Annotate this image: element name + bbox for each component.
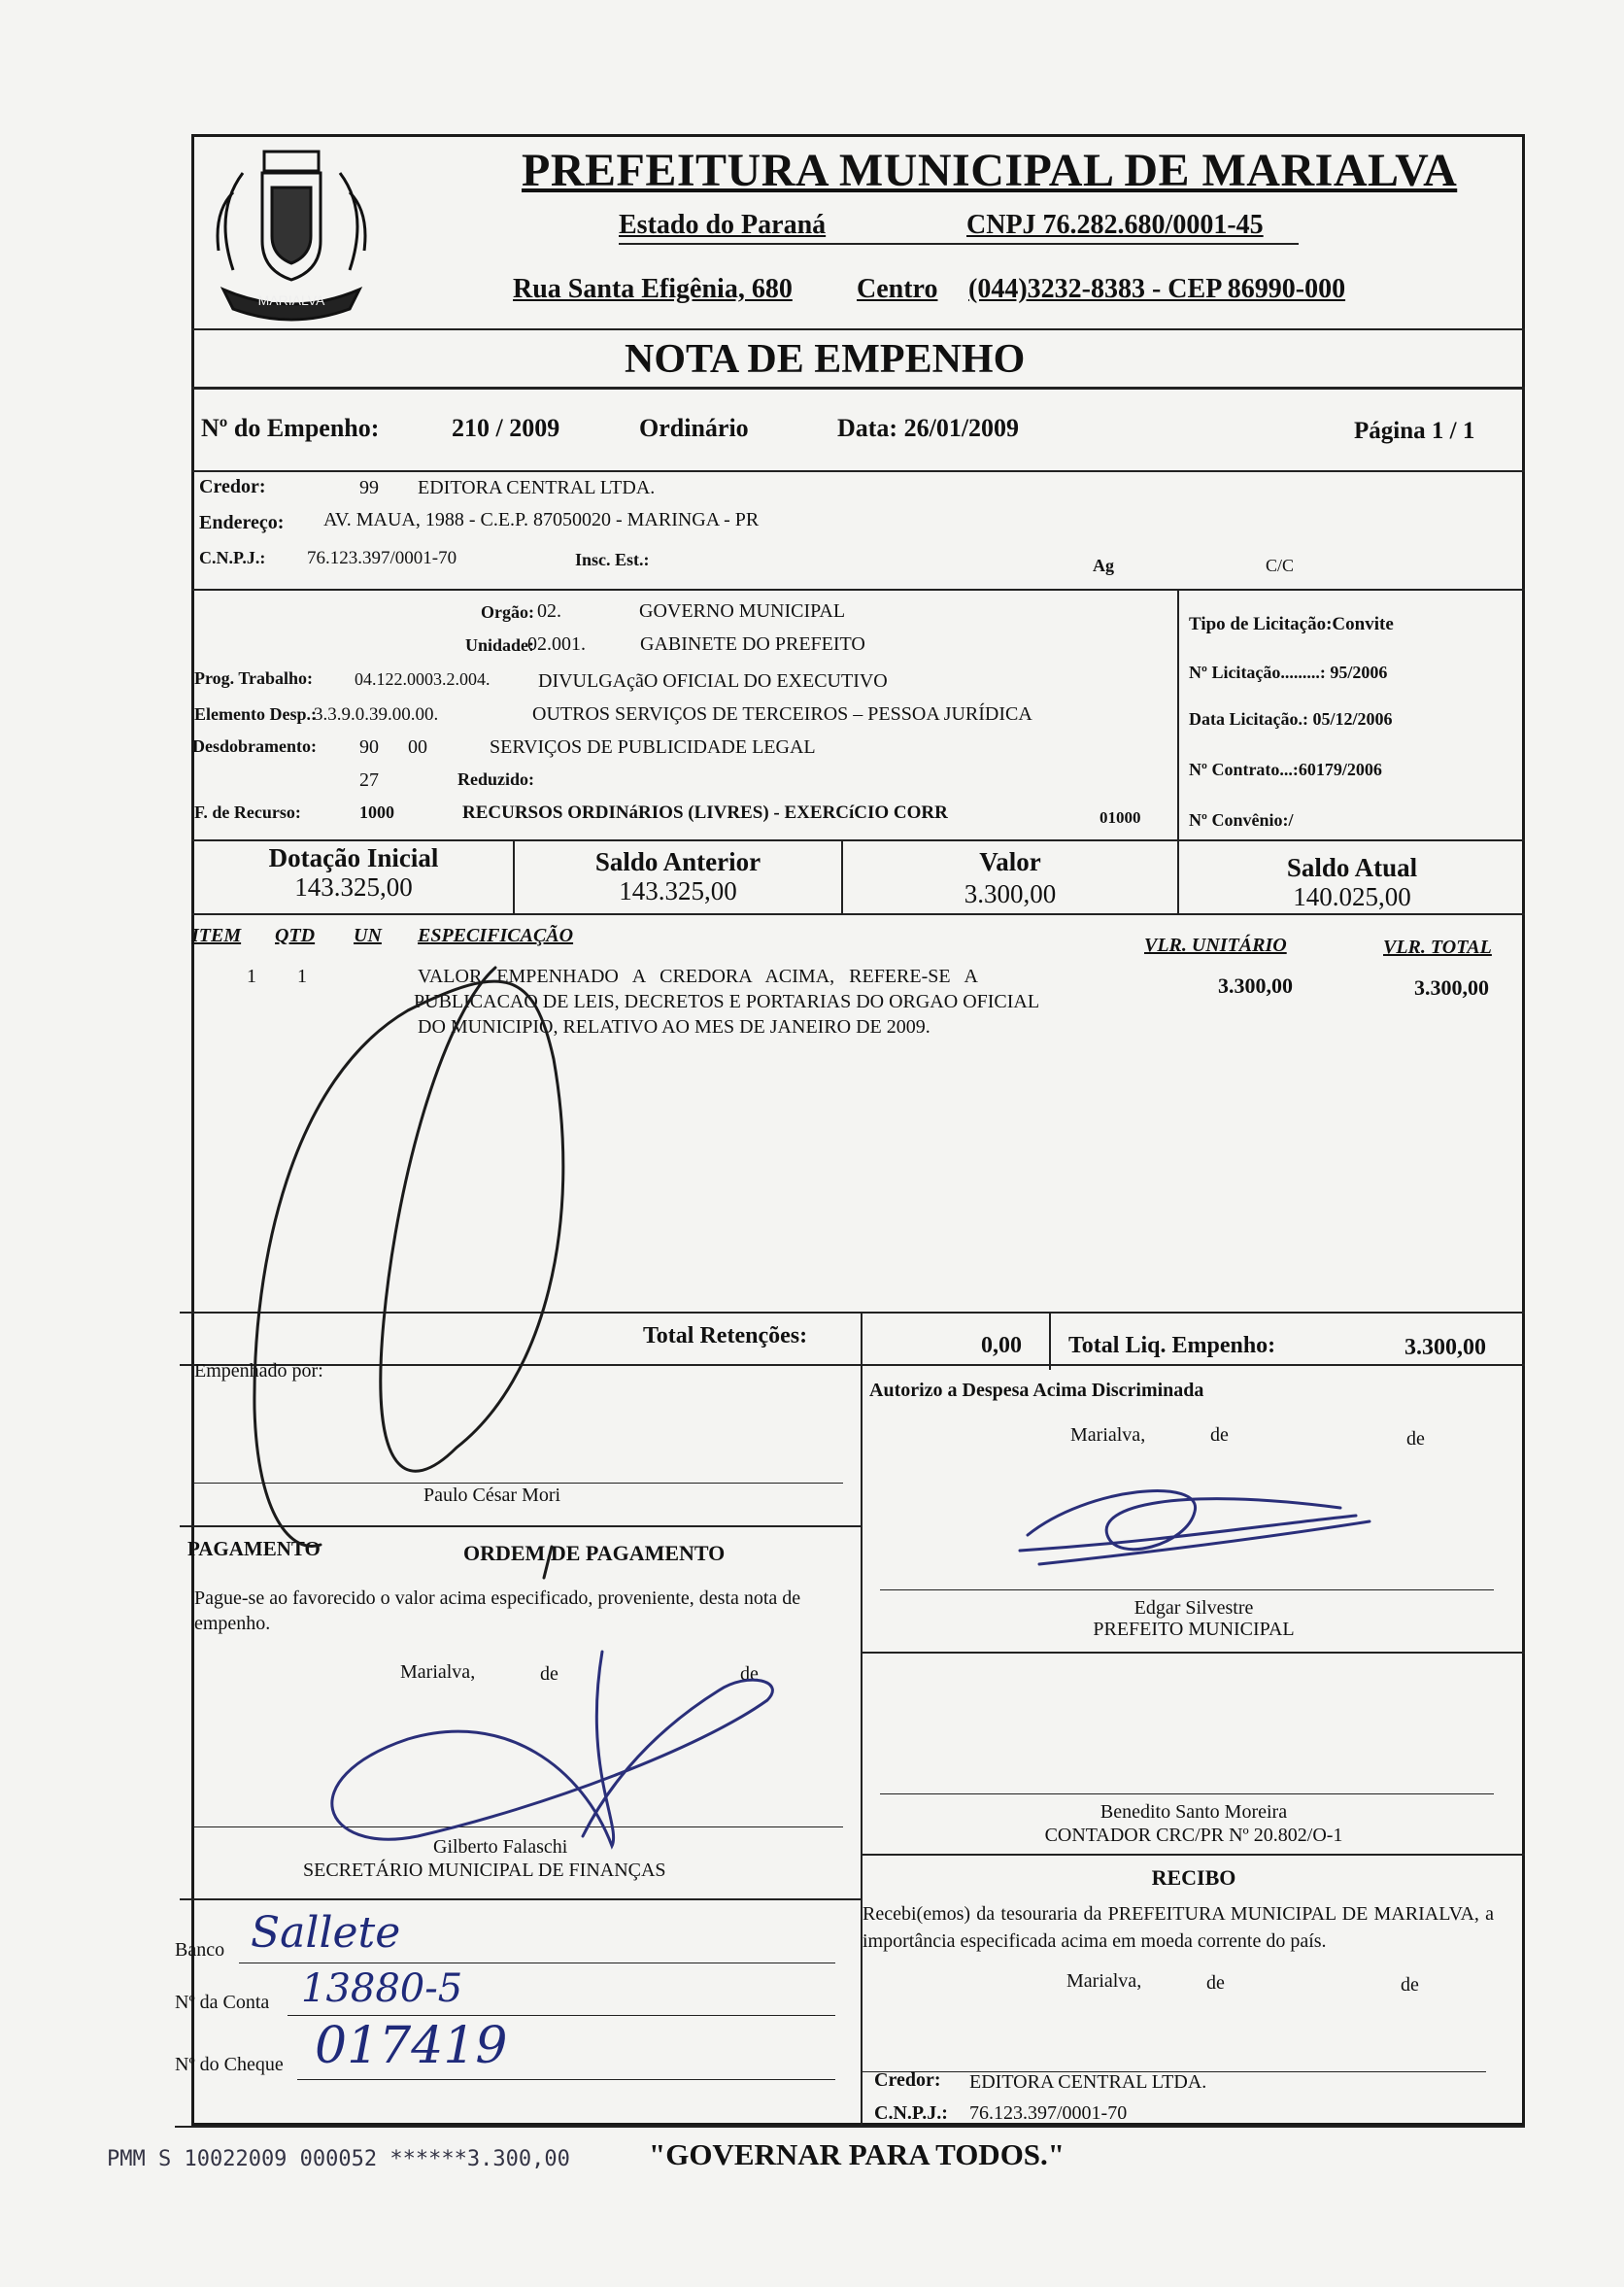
desdobramento-desc: SERVIÇOS DE PUBLICIDADE LEGAL: [490, 736, 816, 758]
page-indicator: Página 1 / 1: [1354, 418, 1475, 444]
liq-empenho-value: 3.300,00: [1404, 1335, 1486, 1360]
conta-handwritten: 13880-5: [301, 1966, 463, 2011]
recibo-cnpj: 76.123.397/0001-70: [969, 2102, 1128, 2124]
recurso-label: F. de Recurso:: [194, 802, 301, 822]
insc-est-label: Insc. Est.:: [575, 550, 650, 569]
pagamento-city: Marialva,: [400, 1661, 476, 1683]
recibo-title: RECIBO: [1151, 1865, 1236, 1890]
elemento-desc: OUTROS SERVIÇOS DE TERCEIROS – PESSOA JURÍDICA: [532, 703, 1032, 725]
credor-name: EDITORA CENTRAL LTDA.: [418, 477, 656, 498]
contador-signature-line: [880, 1793, 1494, 1794]
saldo-atual-value: 140.025,00: [1293, 882, 1411, 911]
table-row: [194, 962, 1525, 1059]
pagamento-signature-line: [194, 1826, 843, 1827]
tipo-licitacao: Tipo de Licitação:Convite: [1189, 614, 1394, 634]
doc-title: NOTA DE EMPENHO: [625, 337, 1026, 382]
unidade-label: Unidade:: [464, 635, 534, 655]
prog-trabalho-code: 04.122.0003.2.004.: [355, 669, 491, 689]
payment-stamp: PMM S 10022009 000052 ******3.300,00: [107, 2147, 570, 2171]
item-unit-value: 3.300,00: [1218, 973, 1293, 998]
finance-secretary-role: SECRETÁRIO MUNICIPAL DE FINANÇAS: [303, 1860, 666, 1881]
recibo-credor-name: EDITORA CENTRAL LTDA.: [969, 2071, 1207, 2093]
item-number: 1: [247, 966, 256, 987]
unidade-desc: GABINETE DO PREFEITO: [640, 633, 865, 655]
header-rule: [619, 243, 1299, 245]
retencoes-label: Total Retenções:: [643, 1323, 808, 1348]
autorizo-de-2: de: [1406, 1428, 1425, 1450]
contador-divider: [861, 1854, 1525, 1856]
credor-cnpj: 76.123.397/0001-70: [307, 548, 457, 568]
autorizo-de-1: de: [1210, 1424, 1229, 1446]
autorizo-label: Autorizo a Despesa Acima Discriminada: [869, 1380, 1204, 1401]
recibo-de-1: de: [1206, 1972, 1225, 1994]
credor-divider: [191, 589, 1525, 591]
pagamento-divider: [180, 1898, 862, 1900]
contador-role: CONTADOR CRC/PR Nº 20.802/O-1: [1044, 1825, 1343, 1846]
title-divider: [191, 387, 1525, 390]
autorizo-divider: [861, 1652, 1525, 1654]
recurso-number: 01000: [1100, 808, 1141, 827]
licitacao-divider: [1177, 589, 1179, 841]
desdobramento-label: Desdobramento:: [192, 736, 317, 756]
crest-text: MARIALVA: [257, 292, 325, 308]
prefeito-signature-line: [880, 1589, 1494, 1590]
motto: "GOVERNAR PARA TODOS.": [649, 2137, 1066, 2171]
district: Centro: [857, 274, 938, 304]
empenho-date: Data: 26/01/2009: [837, 414, 1020, 442]
contador-name: Benedito Santo Moreira: [1100, 1801, 1288, 1823]
saldo-anterior-label: Saldo Anterior: [594, 847, 761, 876]
recibo-credor-label: Credor:: [874, 2069, 941, 2091]
finance-secretary-name: Gilberto Falaschi: [433, 1836, 568, 1858]
retencoes-value: 0,00: [981, 1333, 1022, 1358]
municipality-title: PREFEITURA MUNICIPAL DE MARIALVA: [522, 145, 1458, 196]
recibo-city: Marialva,: [1066, 1970, 1142, 1992]
total-value-header: VLR. TOTAL: [1383, 937, 1492, 958]
orgao-desc: GOVERNO MUNICIPAL: [639, 600, 846, 622]
item-total-value: 3.300,00: [1414, 975, 1489, 1000]
prog-trabalho-desc: DIVULGAçãO OFICIAL DO EXECUTIVO: [538, 670, 888, 692]
elemento-label: Elemento Desp.:: [194, 704, 317, 724]
numero-licitacao: Nº Licitação.........: 95/2006: [1189, 663, 1388, 682]
empenhado-signature-line: [194, 1483, 843, 1484]
unidade-code: 02.001.: [527, 633, 586, 655]
state-name: Estado do Paraná: [619, 210, 827, 240]
credor-label: Credor:: [199, 476, 266, 497]
conta-label: Nº da Conta: [175, 1992, 270, 2013]
conta-line: [288, 2015, 835, 2016]
orgao-code: 02.: [537, 600, 561, 622]
dotacao-value: 143.325,00: [294, 872, 413, 902]
prefeito-name: Edgar Silvestre: [1133, 1597, 1254, 1619]
credor-address: AV. MAUA, 1988 - C.E.P. 87050020 - MARINGA - PR: [323, 509, 760, 530]
empenho-number: 210 / 2009: [452, 414, 560, 442]
totals-sep-2: [1049, 1312, 1051, 1370]
pagamento-de-2: de: [740, 1663, 759, 1685]
elemento-code: 3.3.9.0.39.00.00.: [314, 704, 439, 725]
header-divider: [191, 328, 1525, 330]
dotacao-label: Dotação Inicial: [268, 843, 439, 872]
autorizo-city: Marialva,: [1070, 1424, 1146, 1446]
credor-cnpj-label: C.N.P.J.:: [199, 548, 266, 567]
address-label: Endereço:: [199, 512, 285, 533]
totals-bottom-rule: [180, 1364, 1525, 1366]
item-desc-line2: PUBLICACAO DE LEIS, DECRETOS E PORTARIAS DO ORGAO OFICIAL: [414, 991, 1040, 1012]
pagamento-de-1: de: [540, 1663, 558, 1685]
orgao-label: Orgão:: [481, 602, 534, 622]
street-address: Rua Santa Efigênia, 680: [513, 274, 793, 304]
empenho-divider: [191, 470, 1525, 472]
saldo-atual-label: Saldo Atual: [1286, 853, 1418, 882]
recurso-code: 1000: [359, 802, 394, 822]
empenhado-divider: [180, 1525, 862, 1527]
empenho-number-label: Nº do Empenho:: [201, 414, 380, 442]
ordem-pagamento-label: ORDEM DE PAGAMENTO: [463, 1541, 726, 1565]
agency-label: Ag: [1093, 556, 1114, 575]
municipality-cnpj: CNPJ 76.282.680/0001-45: [966, 210, 1264, 240]
budget-divider: [191, 839, 1525, 841]
totals-sep-1: [861, 1312, 863, 1370]
un-header: UN: [354, 925, 382, 946]
recurso-desc: RECURSOS ORDINáRIOS (LIVRES) - EXERCíCIO CORR: [462, 802, 948, 823]
unit-value-header: VLR. UNITÁRIO: [1144, 935, 1287, 956]
reduzido-label: Reduzido:: [457, 769, 534, 789]
banco-label: Banco: [175, 1939, 225, 1961]
item-header: ITEM: [191, 925, 242, 946]
cheque-label: Nº do Cheque: [175, 2054, 284, 2075]
account-label: C/C: [1266, 556, 1295, 575]
saldo-anterior-value: 143.325,00: [619, 876, 737, 905]
empenho-type: Ordinário: [639, 414, 749, 442]
balances-divider: [191, 913, 1525, 915]
bottom-rule: [175, 2126, 1525, 2128]
numero-convenio: Nº Convênio:/: [1189, 810, 1294, 830]
item-desc-line1: VALOR EMPENHADO A CREDORA ACIMA, REFERE-SE A: [418, 966, 978, 987]
banco-handwritten: Sallete: [251, 1908, 401, 1958]
especificacao-header: ESPECIFICAÇÃO: [418, 925, 574, 946]
item-desc-line3: DO MUNICIPIO, RELATIVO AO MES DE JANEIRO DE 2009.: [418, 1016, 930, 1038]
totals-top-rule: [180, 1312, 1525, 1314]
numero-contrato: Nº Contrato...:60179/2006: [1189, 760, 1382, 779]
prog-trabalho-label: Prog. Trabalho:: [194, 668, 314, 688]
pagamento-label: PAGAMENTO: [187, 1537, 321, 1560]
reduzido-code: 27: [359, 769, 379, 791]
valor-value: 3.300,00: [964, 879, 1057, 908]
municipal-crest-icon: [194, 134, 389, 328]
recibo-cnpj-label: C.N.P.J.:: [874, 2102, 948, 2124]
empenhado-name: Paulo César Mori: [423, 1485, 561, 1506]
liq-empenho-label: Total Liq. Empenho:: [1068, 1333, 1276, 1358]
credor-code: 99: [359, 477, 379, 498]
recibo-de-2: de: [1401, 1974, 1419, 1996]
valor-label: Valor: [979, 847, 1041, 876]
pagamento-text: Pague-se ao favorecido o valor acima especificado, proveniente, desta nota de empenho.: [194, 1587, 801, 1634]
cheque-line: [297, 2079, 835, 2080]
lower-column-divider: [861, 1364, 863, 2126]
recibo-text: Recebi(emos) da tesouraria da PREFEITURA MUNICIPAL DE MARIALVA, a importância especificada acima em moeda corrente do país.: [863, 1903, 1494, 1952]
phone-cep: (044)3232-8383 - CEP 86990-000: [968, 274, 1346, 304]
item-qty: 1: [297, 966, 307, 987]
qtd-header: QTD: [275, 925, 316, 946]
data-licitacao: Data Licitação.: 05/12/2006: [1189, 709, 1393, 729]
cheque-handwritten: 017419: [315, 2017, 508, 2075]
empenhado-label: Empenhado por:: [194, 1360, 323, 1382]
prefeito-role: PREFEITO MUNICIPAL: [1093, 1619, 1295, 1640]
desdobramento-code: 90 00: [359, 736, 427, 758]
